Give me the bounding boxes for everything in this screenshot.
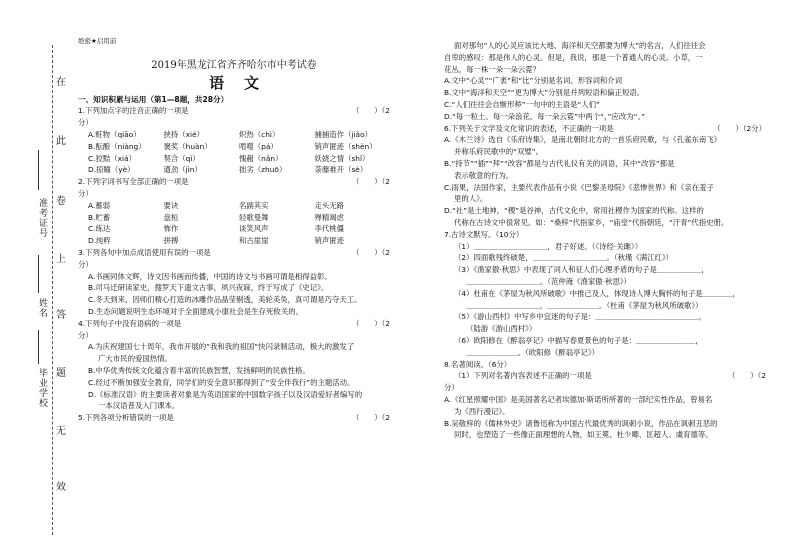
text-span: 5.下列各项分析错误的一项是: [78, 413, 174, 423]
option-item: 并称乐府民歌中的“双璧”。: [454, 147, 543, 157]
option-row: [78, 235, 390, 247]
text-span: 谈笑风声: [239, 224, 269, 234]
fill-in-line: ＿＿＿＿＿＿＿。（欧阳修《醉翁亭记》）: [466, 347, 600, 357]
option-item: 同时，也塑造了一些像正面理想的人物，如王冕、杜少卿、匡超人、虞育德等。: [454, 430, 713, 440]
seal-char: 卷: [56, 196, 66, 207]
text-span: 妖娆之情（shǐ）: [314, 153, 370, 163]
option-row: [78, 212, 390, 224]
binding-dashed-line: [52, 45, 53, 535]
option-item: 代称在古诗文中很常见。如：“桑梓”代指家乡，“庙堂”代指朝廷，“汗青”代指史册。: [454, 217, 729, 227]
text-span: 销声匿迹（shèn）: [314, 141, 377, 151]
option-item: D.“社”是土地神，“稷”是谷神，古代文化中，常用社稷作为国家的代称。这样的: [444, 206, 704, 216]
seal-char: 上: [56, 254, 66, 265]
text-span: B.贮蓄: [88, 212, 111, 222]
fill-in-line: （3）《渔家傲·秋思》中表现了词人和征人们心理矛盾的句子是＿＿＿＿＿＿，: [454, 265, 709, 275]
option-row: [78, 200, 390, 212]
seal-char: 无: [56, 426, 66, 437]
left-column: [78, 37, 390, 424]
text-span: A.蓄弱: [88, 200, 111, 210]
text-span: 啃噬（pá）: [239, 141, 278, 151]
right-column: [444, 40, 766, 441]
text-span: 轻歌曼舞: [239, 212, 269, 222]
seal-char: 题: [56, 368, 66, 379]
option-item: A.《红星照耀中国》是美国著名记者埃德加·斯诺所所著的一部纪实性作品，曾易名: [444, 394, 713, 404]
passage-line: 面对那句“人的心灵应该比大地、海洋和天空都要为博大”的名言，人们往往会: [454, 41, 706, 50]
text-span: 怖作: [163, 224, 179, 234]
option-row: [78, 129, 390, 141]
question-stem: [78, 412, 390, 424]
text-span: 李代桃僵: [314, 224, 345, 234]
question-stem-cont: 分）: [78, 259, 93, 269]
text-span: D.掠瞳（yè）: [88, 165, 135, 175]
text-span: 拼搏: [163, 236, 179, 246]
text-span: （1）下列对名著内容表述不正确的一项是: [454, 371, 592, 381]
option-item: D.“每一粒土、每一朵浪花、每一朵云霓”中两个“，”应改为“、”: [444, 111, 645, 121]
subject-title: 语文: [208, 73, 279, 92]
text-span: C.狡黠（xiá）: [88, 153, 137, 163]
option-item: A.为庆祝建国七十周年，我市开展的“我和我的祖国”快闪录制活动，极大的激发了: [88, 342, 355, 352]
exam-number-label: 准考证号: [37, 198, 47, 238]
option-row: [78, 223, 390, 235]
text-span: 盘桓: [163, 212, 179, 222]
option-item: D.生态问题说明生态环境对于全面建成小康社会是生存死攸关的。: [88, 306, 303, 316]
seal-char: 在: [56, 77, 66, 88]
question-stem-cont: 分）: [444, 383, 459, 393]
option-item: C.冬天到来，因师们精心打造的冰雕作品晶莹剔透，美轮美奂，真可谓是巧夺天工。: [88, 295, 362, 305]
section-heading: 一、知识积累与运用（第1—8题，共28分）: [78, 94, 229, 104]
seal-char: 效: [56, 482, 66, 493]
option-item: 广大市民的爱国热情。: [98, 354, 172, 364]
text-span: 愧赧（nǎn）: [239, 153, 283, 163]
question-stem: [78, 247, 390, 259]
question-stem: [78, 176, 390, 188]
passage-line: 自卑的感叹：那是伟人的心灵。但是，我说，那是一个普通人的心灵。小草，一: [444, 52, 703, 62]
text-span: 和古崖崖: [239, 236, 269, 246]
question-stem: 8.名著阅读。（6分）: [444, 359, 512, 369]
option-item: A.文中“心灵”“广袤”和“比”分别是名词、形容词和介词: [444, 76, 623, 86]
option-item: 里的人》。: [454, 194, 488, 204]
text-span: D.纯粹: [88, 236, 111, 246]
option-item: C.经过不断加强安全教育，同学们的安全意识都得到了“安全伴我行”的主题活动。: [88, 377, 355, 387]
text-span: （ ）（2分）: [713, 123, 766, 133]
text-span: （ ）（2: [728, 371, 766, 381]
text-span: 3.下列各句中加点成语使用有误的一项是: [78, 247, 211, 257]
question-stem: 7.古诗文默写。（10分）: [444, 229, 524, 239]
question-stem: [78, 318, 390, 330]
option-item: A.《木兰诗》选自《乐府诗集》，是南北朝时北方的一首乐府民歌，与《孔雀东南飞》: [444, 135, 722, 145]
seal-char: 答: [56, 310, 66, 321]
text-span: （ ）（2: [352, 247, 390, 257]
text-span: 殚精竭虑: [314, 212, 345, 222]
option-item: B.“持节”“插”“拜”“改容”都是与古代礼仪有关的词语，其中“改容”都是: [444, 158, 675, 168]
text-span: （ ）（2: [352, 318, 390, 328]
option-item: B.中华优秀传统文化蕴含着丰富的民族智慧，发扬鲜明的民族性格。: [88, 365, 310, 375]
name-line: [38, 255, 40, 293]
fill-in-line: （陆游《游山西村》）: [466, 324, 537, 334]
text-span: （ ）（2: [352, 106, 390, 116]
passage-line: 花丛，每一株一朵一朵云霓？: [444, 64, 541, 74]
text-span: 拙劣（zhuō）: [239, 165, 287, 175]
text-span: 捕捕造作（jiǎo）: [314, 129, 373, 139]
text-span: 4.下列句子中没有语病的一项是: [78, 318, 182, 328]
option-row: [78, 164, 390, 176]
option-item: 为《西行漫记》。: [454, 406, 510, 416]
text-span: 销声匿迹: [314, 236, 345, 246]
text-span: A.赃物（qiāo）: [88, 129, 141, 139]
school-line: [38, 330, 40, 364]
fill-in-line: ＿＿＿＿＿＿＿＿＿＿，＿＿＿＿＿＿＿。（杜甫《茅屋为秋风所破歌》）: [466, 300, 703, 310]
fill-in-line: ＿＿＿＿＿＿＿＿＿＿。（范仲淹《渔家傲·秋思》）: [466, 276, 631, 286]
question-stem-cont: 分）: [78, 330, 93, 340]
option-row: [78, 141, 390, 153]
text-span: 契合（qì）: [163, 153, 200, 163]
question-stem: [444, 123, 766, 135]
text-span: 要诀: [163, 200, 179, 210]
option-item: 一本汉语普及入门课本。: [98, 401, 180, 411]
text-span: 1.下列加点字的注音正确的一项是: [78, 106, 189, 116]
text-span: 荼蘼难开（sè）: [314, 165, 368, 175]
text-span: C.练达: [88, 224, 111, 234]
option-item: B.吴敬梓的《儒林外史》诸鲁迅称为中国古代最优秀的讽刺小说，作品在讽刺丑恶的: [444, 418, 718, 428]
option-item: A.书画同体文辉，诗文因书画而传播，中国的诗文与书画可谓是相得益彰。: [88, 271, 332, 281]
school-label: 毕业学校: [37, 368, 47, 408]
text-span: （ ）（2: [352, 413, 390, 423]
text-span: B.酝酿（niàng）: [88, 141, 146, 151]
text-span: 名副其实: [239, 200, 269, 210]
fill-in-line: （4）杜甫在《茅屋为秋风所破歌》中推己及人，体现诗人博大胸怀的句子是＿＿＿＿，: [454, 288, 740, 298]
text-span: 6.下列关于文学及文化常识的表述，不正确的一项是: [444, 123, 614, 133]
text-span: 褒奖（huàn）: [163, 141, 212, 151]
option-item: 表示敬意的行为。: [454, 170, 514, 180]
option-item: B.司马迁研读家史，搜罗天下遗文古事，夙兴夜寐，终于写成了《史记》。: [88, 283, 329, 293]
exam-number-line: [38, 150, 40, 190]
option-item: B.文中“海洋和天空”“更为博大”分别是并列短语和偏正短语。: [444, 88, 645, 98]
option-item: C.“人们往往会自惭形秽”一句中的主语是“人们”: [444, 99, 600, 109]
text-span: 走头无路: [314, 200, 345, 210]
question-stem: [78, 105, 390, 117]
seal-char: 此: [56, 136, 66, 147]
fill-in-line: （1）＿＿＿＿＿＿＿＿＿＿，君子好逑。（《诗经·关雎》）: [454, 241, 643, 251]
fill-in-line: （2）四面歌残终破楚，＿＿＿＿＿＿＿＿＿＿。（秋瑾《满江红》）: [454, 253, 674, 263]
text-span: 挟持（xié）: [163, 129, 205, 139]
text-span: （ ）（2: [352, 177, 390, 187]
text-span: 2.下列字词书写全部正确的一项是: [78, 177, 189, 187]
exam-title: 2019年黑龙江省齐齐哈尔市中考试卷: [151, 60, 317, 71]
question-stem-cont: 分）: [78, 188, 93, 198]
option-item: D.《标准汉语》的主要读者对象是为英语国家的中国数字孩子以及汉语爱好者编写的: [88, 389, 363, 399]
option-row: [78, 153, 390, 165]
name-label: 姓名: [37, 298, 47, 318]
question-sub-stem: [444, 370, 766, 382]
question-stem-cont: 分）: [78, 118, 93, 128]
option-item: C.雨果，法国作家，主要代表作品有小说《巴黎圣母院》《悲惨世界》和《亲在羞子: [444, 182, 714, 192]
secret-mark: 绝密★启用前: [78, 37, 117, 45]
text-span: 遒劲（jìn）: [163, 165, 202, 175]
text-span: 炽热（chì）: [239, 129, 280, 139]
fill-in-line: （5）《游山西村》中写乡中宜迷的句子是：＿＿＿＿＿＿＿＿＿＿＿＿＿＿，: [454, 312, 707, 322]
fill-in-line: （6）欧阳修在《醉翁亭记》中描写春夏景色的句子是：＿＿＿＿＿＿＿＿，: [454, 335, 703, 345]
